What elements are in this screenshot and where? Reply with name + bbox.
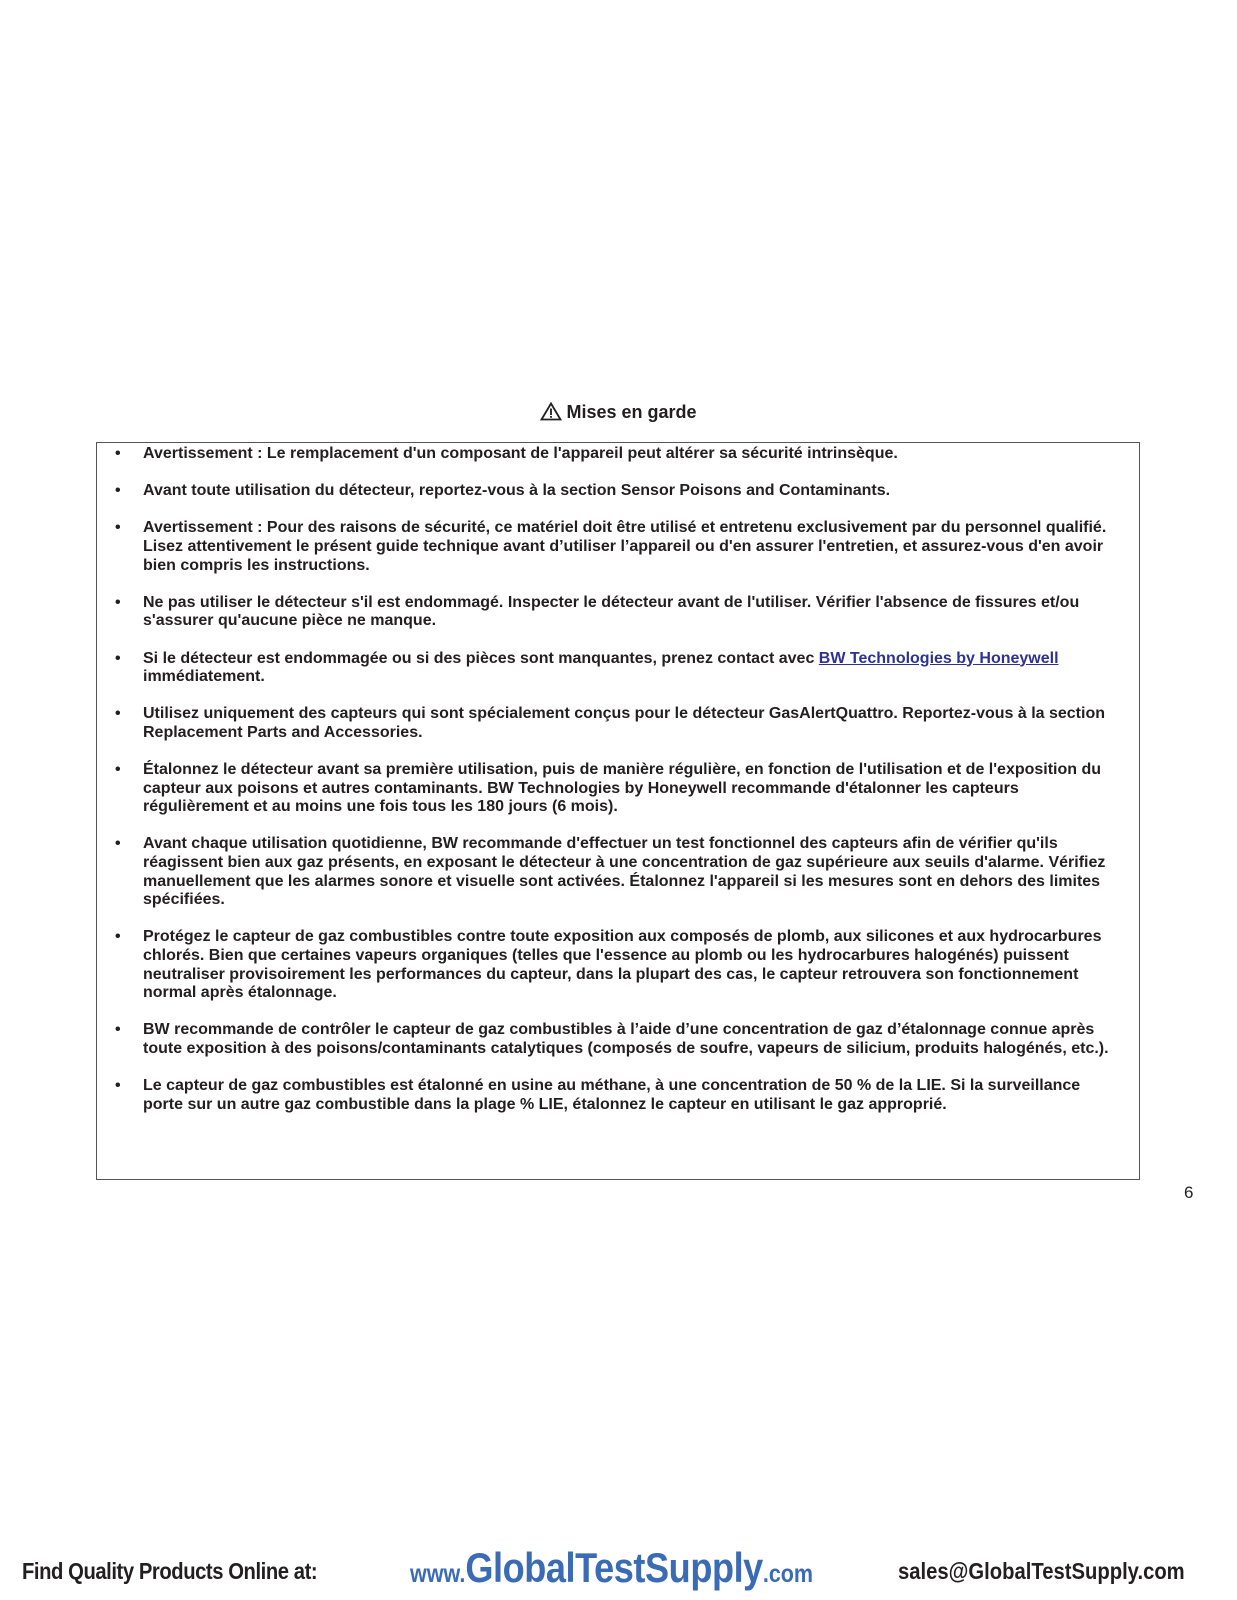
warning-text: Pour des raisons de sécurité, ce matériel doit être utilisé et entretenu exclusivement par du personnel qualifié. Lisez attentivement le présent guide technique avant d’utiliser l’appareil ou d'en assurer l'entretien, et assurez-vous d'en avoir bien compris les instructions. bbox=[143, 519, 1107, 574]
bullet: • bbox=[115, 1077, 121, 1095]
warning-item-10 bbox=[97, 1021, 1139, 1058]
warning-text: Ne pas utiliser le détecteur s'il est endommagé. Inspecter le détecteur avant de l'utiliser. Vérifier l'absence de fissures et/ou s'assurer qu'aucune pièce ne manque. bbox=[143, 593, 1080, 630]
warning-text: Avant toute utilisation du détecteur, reportez-vous à la section Sensor Poisons and Contaminants. bbox=[143, 482, 891, 500]
warning-text: Utilisez uniquement des capteurs qui sont spécialement conçus pour le détecteur GasAlertQuattro. Reportez-vous à la section Replacement Parts and Accessories. bbox=[143, 705, 1105, 741]
warning-text: immédiatement. bbox=[143, 668, 265, 686]
warning-text: Si le détecteur est endommagée ou si des pièces sont manquantes, prenez contact avec bbox=[143, 649, 819, 667]
warning-lead: Avertissement : bbox=[143, 445, 263, 462]
site-name: GlobalTestSupply bbox=[465, 1544, 763, 1591]
warning-item-5 bbox=[97, 650, 1139, 687]
warning-item-7 bbox=[97, 761, 1139, 817]
bullet: • bbox=[115, 445, 121, 462]
footer-email[interactable]: sales@GlobalTestSupply.com bbox=[898, 1558, 1185, 1584]
warning-text: Protégez le capteur de gaz combustibles contre toute exposition aux composés de plomb, aux silicones et aux hydrocarbures chlorés. Bien que certaines vapeurs organiques (telles que l'essence au plomb ou les hydrocarbures halogénés) puissent neutraliser provisoirement les performances du capteur, dans la plupart des cas, le capteur retrouvera son fonctionnement normal après étalonnage. bbox=[143, 928, 1102, 1002]
site-suffix: .com bbox=[762, 1560, 814, 1588]
warning-text: Avant chaque utilisation quotidienne, BW recommande d'effectuer un test fonctionnel des capteurs afin de vérifier qu'ils réagissent bien aux gaz présents, en exposant le détecteur à une concentration de gaz supérieure aux seuils d'alarme. Vérifiez manuellement que les alarmes sonore et visuelle sont activées. Étalonnez l'appareil si les mesures sont en dehors des limites spécifiées. bbox=[143, 835, 1106, 909]
footer-site-link[interactable] bbox=[410, 1544, 813, 1592]
warning-item-2 bbox=[97, 482, 1139, 501]
warnings-list bbox=[97, 445, 1139, 1133]
bullet: • bbox=[115, 593, 121, 611]
site-prefix: www. bbox=[410, 1560, 466, 1588]
warning-item-11 bbox=[97, 1077, 1139, 1114]
warning-item-4 bbox=[97, 594, 1139, 631]
warnings-heading-text: Mises en garde bbox=[566, 402, 697, 422]
bullet: • bbox=[115, 482, 121, 500]
warning-triangle-icon bbox=[540, 402, 562, 421]
warning-lead: Avertissement : bbox=[143, 519, 263, 537]
warning-text: Le capteur de gaz combustibles est étalonné en usine au méthane, à une concentration de 50 % de la LIE. Si la surveillance porte sur un autre gaz combustible dans la plage % LIE, étalonnez le capteur en utilisant le gaz approprié. bbox=[143, 1077, 1081, 1113]
bullet: • bbox=[115, 928, 121, 946]
warning-text: Le remplacement d'un composant de l'appareil peut altérer sa sécurité intrinsèque. bbox=[262, 445, 898, 462]
warning-item-3 bbox=[97, 519, 1139, 575]
bullet: • bbox=[115, 705, 121, 723]
warning-item-9 bbox=[97, 928, 1139, 1002]
page-number: 6 bbox=[1184, 1183, 1194, 1202]
bw-technologies-link[interactable]: BW Technologies by Honeywell bbox=[818, 649, 1059, 667]
bullet: • bbox=[115, 519, 121, 537]
warning-text: BW recommande de contrôler le capteur de gaz combustibles à l’aide d’une concentration de gaz d’étalonnage connue après toute exposition à des poisons/contaminants catalytiques (composés de soufre, vapeurs de silicium, produits halogénés, etc.). bbox=[143, 1021, 1109, 1057]
warning-text: Étalonnez le détecteur avant sa première utilisation, puis de manière régulière, en fonction de l'utilisation et de l'exposition du capteur aux poisons et autres contaminants. BW Technologies by Honeywell recommande d'étalonner les capteurs régulièrement et au moins une fois tous les 180 jours (6 mois). bbox=[143, 761, 1102, 816]
bullet: • bbox=[115, 649, 121, 667]
warning-item-8 bbox=[97, 835, 1139, 909]
bullet: • bbox=[115, 1021, 121, 1039]
warning-item-6 bbox=[97, 705, 1139, 742]
footer-find-text: Find Quality Products Online at: bbox=[22, 1558, 318, 1584]
bullet: • bbox=[115, 835, 121, 853]
warnings-box bbox=[96, 442, 1140, 1180]
bullet: • bbox=[115, 761, 121, 779]
footer bbox=[0, 1544, 1237, 1594]
warning-item-1 bbox=[97, 445, 1139, 464]
warnings-heading bbox=[0, 401, 1237, 423]
